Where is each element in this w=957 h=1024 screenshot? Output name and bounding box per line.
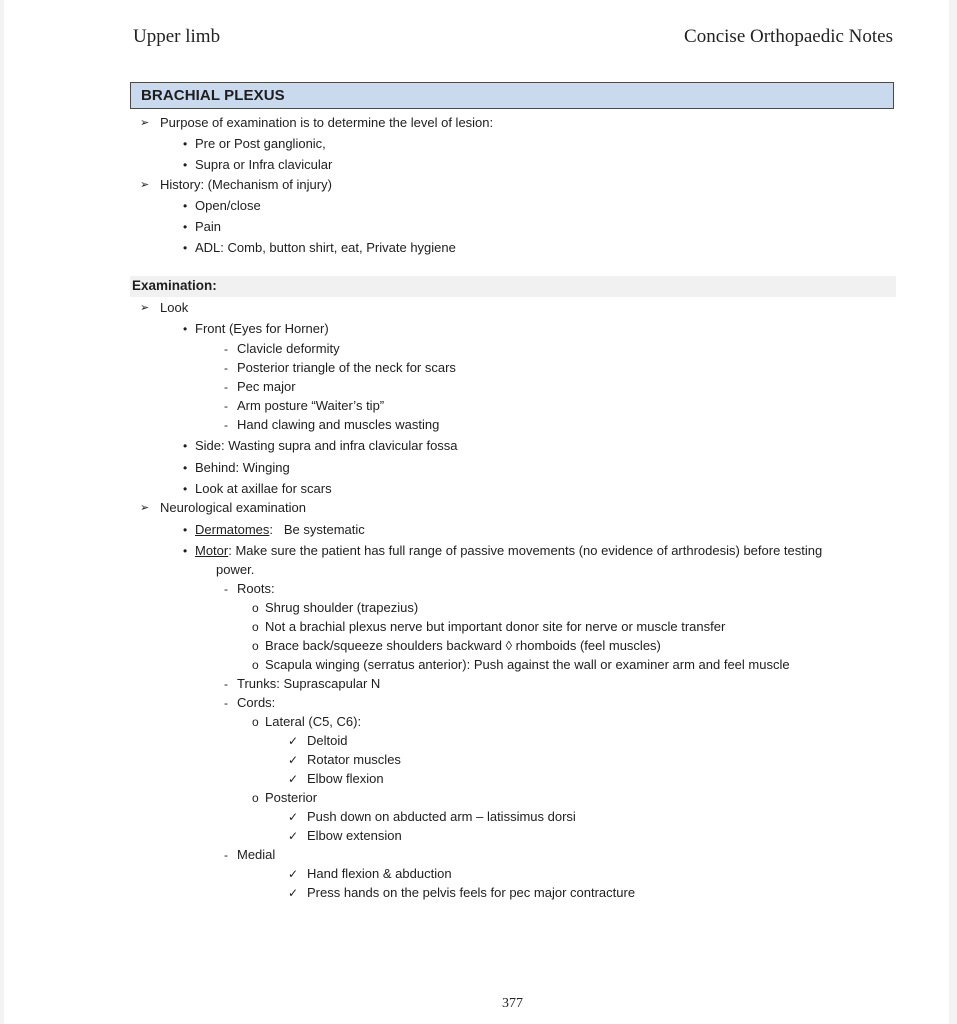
check-icon: ✓ <box>288 753 299 767</box>
dermatomes-line <box>195 522 365 538</box>
section-title: BRACHIAL PLEXUS <box>141 87 285 104</box>
list-item: Side: Wasting supra and infra clavicular fossa <box>195 438 458 453</box>
dash-icon: - <box>224 418 228 432</box>
list-item: Clavicle deformity <box>237 341 340 356</box>
lateral-cord-label: Lateral (C5, C6): <box>265 714 362 729</box>
list-item: ADL: Comb, button shirt, eat, Private hygiene <box>195 240 456 255</box>
look-label: Look <box>160 300 189 315</box>
dash-icon: - <box>224 380 228 394</box>
list-item: Brace back/squeeze shoulders backward ◊ rhomboids (feel muscles) <box>265 638 661 653</box>
list-item: Pre or Post ganglionic, <box>195 136 326 151</box>
list-item: Hand clawing and muscles wasting <box>237 417 440 432</box>
bullet-icon: • <box>183 322 188 336</box>
list-item: Rotator muscles <box>307 752 401 767</box>
check-icon: ✓ <box>288 829 299 843</box>
roots-label: Roots: <box>237 581 275 596</box>
list-item: Push down on abducted arm – latissimus dorsi <box>307 809 576 824</box>
list-item: Pec major <box>237 379 296 394</box>
dash-icon: - <box>224 677 228 691</box>
bullet-icon: • <box>183 199 188 213</box>
arrow-bullet-icon: ➢ <box>140 117 150 129</box>
list-item: Open/close <box>195 198 261 213</box>
document-page <box>4 0 949 1024</box>
bullet-icon: • <box>183 482 188 496</box>
circle-bullet-icon: o <box>252 601 259 615</box>
posterior-cord-label: Posterior <box>265 790 318 805</box>
dermatomes-text: : Be systematic <box>269 522 365 537</box>
neuro-label: Neurological examination <box>160 500 306 515</box>
page-number: 377 <box>502 996 523 1011</box>
list-item: Behind: Winging <box>195 460 290 475</box>
running-header-left: Upper limb <box>133 26 221 47</box>
check-icon: ✓ <box>288 867 299 881</box>
bullet-icon: • <box>183 137 188 151</box>
list-item: Not a brachial plexus nerve but important donor site for nerve or muscle transfer <box>265 619 726 634</box>
list-item: Press hands on the pelvis feels for pec major contracture <box>307 885 636 900</box>
circle-bullet-icon: o <box>252 715 259 729</box>
trunks-label: Trunks: Suprascapular N <box>237 676 381 691</box>
circle-bullet-icon: o <box>252 639 259 653</box>
dash-icon: - <box>224 399 228 413</box>
list-item: Elbow flexion <box>307 771 384 786</box>
motor-line <box>195 543 822 559</box>
list-item: Shrug shoulder (trapezius) <box>265 600 419 615</box>
bullet-icon: • <box>183 439 188 453</box>
bullet-icon: • <box>183 523 188 537</box>
list-item: Arm posture “Waiter’s tip” <box>237 398 385 413</box>
arrow-bullet-icon: ➢ <box>140 302 150 314</box>
dash-icon: - <box>224 582 228 596</box>
dash-icon: - <box>224 848 228 862</box>
list-item: Hand flexion & abduction <box>307 866 452 881</box>
medial-cord-label: Medial <box>237 847 276 862</box>
dash-icon: - <box>224 696 228 710</box>
bullet-icon: • <box>183 461 188 475</box>
check-icon: ✓ <box>288 734 299 748</box>
history-text: History: (Mechanism of injury) <box>160 177 332 192</box>
motor-text: : Make sure the patient has full range of passive movements (no evidence of arthrodesis) before testing <box>228 543 823 558</box>
list-item: Pain <box>195 219 222 234</box>
circle-bullet-icon: o <box>252 791 259 805</box>
check-icon: ✓ <box>288 810 299 824</box>
examination-heading: Examination: <box>132 278 217 293</box>
dash-icon: - <box>224 361 228 375</box>
arrow-bullet-icon: ➢ <box>140 502 150 514</box>
motor-label: Motor <box>195 543 229 558</box>
cords-label: Cords: <box>237 695 276 710</box>
list-item: Look at axillae for scars <box>195 481 332 496</box>
examination-heading-bar <box>130 276 896 297</box>
bullet-icon: • <box>183 544 188 558</box>
list-item: Elbow extension <box>307 828 402 843</box>
purpose-text: Purpose of examination is to determine the level of lesion: <box>160 115 494 130</box>
arrow-bullet-icon: ➢ <box>140 179 150 191</box>
check-icon: ✓ <box>288 886 299 900</box>
list-item: Supra or Infra clavicular <box>195 157 333 172</box>
bullet-icon: • <box>183 220 188 234</box>
section-title-box <box>130 82 894 109</box>
bullet-icon: • <box>183 241 188 255</box>
list-item: Scapula winging (serratus anterior): Push against the wall or examiner arm and feel muscle <box>265 657 790 672</box>
running-header-right: Concise Orthopaedic Notes <box>684 26 893 47</box>
dermatomes-label: Dermatomes <box>195 522 270 537</box>
circle-bullet-icon: o <box>252 620 259 634</box>
circle-bullet-icon: o <box>252 658 259 672</box>
dash-icon: - <box>224 342 228 356</box>
check-icon: ✓ <box>288 772 299 786</box>
list-item: Front (Eyes for Horner) <box>195 321 329 336</box>
list-item: Posterior triangle of the neck for scars <box>237 360 456 375</box>
list-item: Deltoid <box>307 733 348 748</box>
bullet-icon: • <box>183 158 188 172</box>
motor-text-continued: power. <box>216 562 255 577</box>
